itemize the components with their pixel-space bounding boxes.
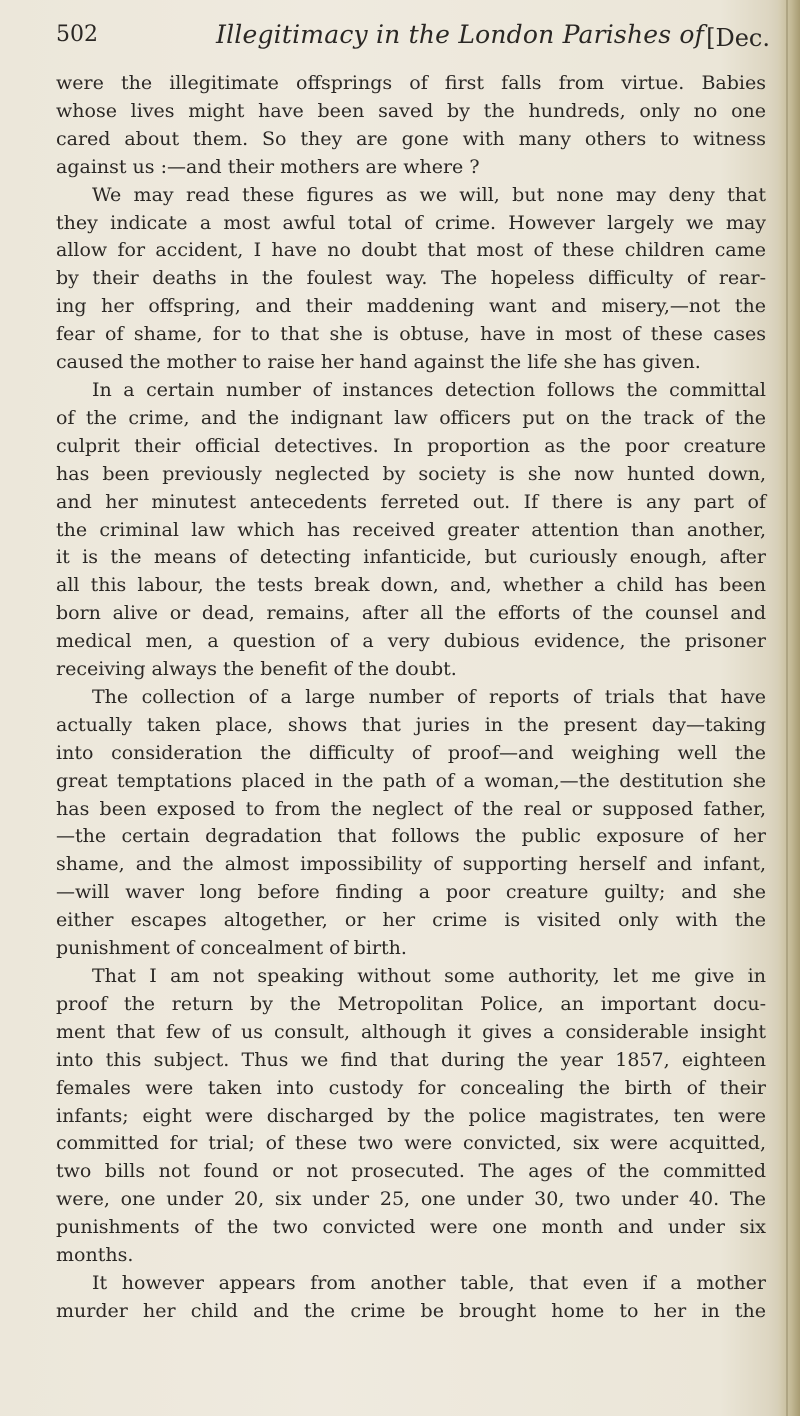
text-line: females were taken into custody for concealing the birth of their: [56, 1076, 766, 1099]
running-title: Illegitimacy in the London Parishes of: [216, 20, 705, 49]
text-line: and her minutest antecedents ferreted out. If there is any part of: [56, 490, 766, 513]
text-line: great temptations placed in the path of a woman,—the destitution she: [56, 769, 766, 792]
text-line: the criminal law which has received greater attention than another,: [56, 518, 766, 541]
text-line: infants; eight were discharged by the police magistrates, ten were: [56, 1104, 766, 1127]
text-line: committed for trial; of these two were convicted, six were acquitted,: [56, 1132, 766, 1155]
text-line: all this labour, the tests break down, and, whether a child has been: [56, 574, 766, 597]
text-line: born alive or dead, remains, after all the efforts of the counsel and: [56, 602, 766, 625]
text-line: It however appears from another table, that even if a mother: [92, 1271, 766, 1294]
text-line: into consideration the difficulty of proof—and weighing well the: [56, 741, 766, 764]
text-line: were the illegitimate offsprings of first falls from virtue. Babies: [56, 72, 766, 94]
text-line: two bills not found or not prosecuted. The ages of the committed: [56, 1160, 766, 1183]
text-line: months.: [56, 1244, 134, 1267]
text-line: receiving always the benefit of the doubt.: [56, 658, 457, 681]
body-text: [56, 70, 766, 1326]
text-line: punishments of the two convicted were one month and under six: [56, 1216, 766, 1239]
text-line: culprit their official detectives. In proportion as the poor creature: [56, 434, 766, 457]
text-line: into this subject. Thus we find that during the year 1857, eighteen: [56, 1048, 766, 1071]
text-line: either escapes altogether, or her crime is visited only with the: [56, 909, 766, 932]
text-line: In a certain number of instances detection follows the committal: [92, 378, 766, 401]
text-line: were, one under 20, six under 25, one under 30, two under 40. The: [56, 1188, 766, 1211]
text-line: proof the return by the Metropolitan Police, an important docu-: [56, 992, 766, 1015]
running-header: [56, 20, 776, 56]
text-line: ing her offspring, and their maddening want and misery,—not the: [56, 295, 766, 318]
text-line: has been previously neglected by society is she now hunted down,: [56, 462, 766, 485]
text-line: We may read these figures as we will, but none may deny that: [92, 183, 766, 206]
text-line: caused the mother to raise her hand against the life she has given.: [56, 351, 701, 374]
text-line: murder her child and the crime be brought home to her in the: [56, 1299, 766, 1322]
text-line: The collection of a large number of reports of trials that have: [92, 685, 766, 708]
text-line: —the certain degradation that follows the public exposure of her: [56, 825, 766, 848]
binding-edge: [786, 0, 788, 1416]
text-line: it is the means of detecting infanticide, but curiously enough, after: [56, 546, 766, 569]
text-line: shame, and the almost impossibility of supporting herself and infant,: [56, 853, 766, 876]
page-number: 502: [56, 22, 98, 47]
text-line: medical men, a question of a very dubious evidence, the prisoner: [56, 630, 766, 653]
text-line: ment that few of us consult, although it gives a considerable insight: [56, 1020, 766, 1043]
text-line: cared about them. So they are gone with many others to witness: [56, 127, 766, 150]
text-line: punishment of concealment of birth.: [56, 937, 407, 960]
text-line: That I am not speaking without some authority, let me give in: [92, 965, 766, 987]
text-line: whose lives might have been saved by the hundreds, only no one: [56, 99, 766, 122]
page-gutter-shadow: [778, 0, 800, 1416]
section-mark: [Dec.: [706, 24, 770, 52]
text-line: of the crime, and the indignant law officers put on the track of the: [56, 406, 766, 429]
text-line: against us :—and their mothers are where ?: [56, 155, 480, 178]
text-line: actually taken place, shows that juries in the present day—taking: [56, 713, 766, 736]
text-line: they indicate a most awful total of crime. However largely we may: [56, 211, 766, 234]
text-line: by their deaths in the foulest way. The hopeless difficulty of rear-: [56, 267, 766, 290]
text-line: has been exposed to from the neglect of the real or supposed father,: [56, 797, 766, 820]
text-line: fear of shame, for to that she is obtuse, have in most of these cases: [56, 323, 766, 346]
text-line: —will waver long before finding a poor creature guilty; and she: [56, 881, 766, 904]
text-line: allow for accident, I have no doubt that most of these children came: [56, 239, 766, 262]
